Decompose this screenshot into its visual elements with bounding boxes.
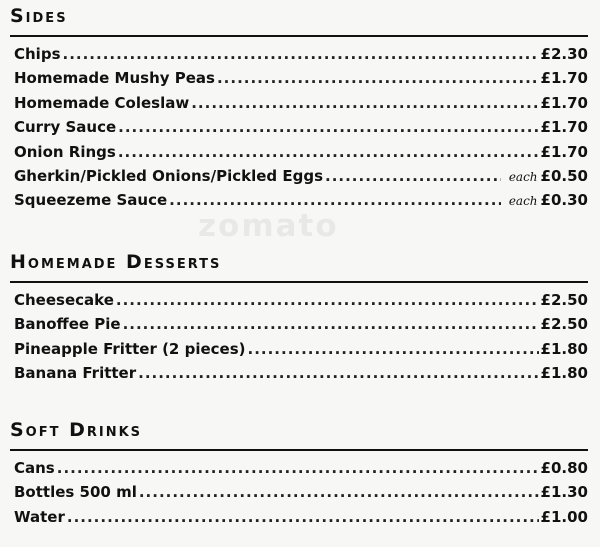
item-price: £1.80 <box>540 364 588 383</box>
dot-leader <box>118 143 539 161</box>
item-name: Pineapple Fritter (2 pieces) <box>14 339 246 358</box>
item-price: £2.50 <box>540 291 588 309</box>
dot-leader <box>139 483 539 501</box>
menu-item <box>14 483 588 507</box>
item-name: Banoffee Pie <box>14 315 121 334</box>
menu-item <box>14 364 588 388</box>
menu-item <box>14 45 588 69</box>
dot-leader <box>67 508 539 526</box>
dot-leader <box>138 364 538 382</box>
item-price: £1.00 <box>540 507 588 526</box>
menu-item <box>14 94 588 118</box>
menu-item <box>14 340 588 364</box>
item-name: Gherkin/Pickled Onions/Pickled Eggs <box>14 166 324 185</box>
dot-leader <box>191 94 538 112</box>
item-list <box>10 459 588 532</box>
item-name: Homemade Coleslaw <box>14 93 190 112</box>
section-title: Sides <box>10 5 68 27</box>
dot-leader <box>248 340 539 358</box>
dot-leader <box>57 459 539 477</box>
menu-item <box>14 191 588 215</box>
dot-leader <box>123 315 539 333</box>
item-name: Chips <box>14 45 61 63</box>
item-name: Squeezeme Sauce <box>14 191 168 210</box>
item-list <box>10 291 588 389</box>
dot-leader <box>118 118 538 136</box>
dot-leader <box>217 69 539 87</box>
item-price: £1.70 <box>540 142 588 161</box>
item-name: Onion Rings <box>14 142 116 161</box>
section-sides <box>10 4 588 216</box>
item-qualifier: each <box>508 169 538 184</box>
item-name: Cans <box>14 459 55 477</box>
dot-leader <box>169 191 501 209</box>
item-name: Bottles 500 ml <box>14 483 137 502</box>
watermark-text: zomato <box>198 208 339 244</box>
menu-item <box>14 459 588 483</box>
menu-item <box>14 291 588 315</box>
item-price: £1.70 <box>540 69 588 88</box>
item-name: Cheesecake <box>14 291 114 309</box>
item-price: £0.30 <box>540 191 588 210</box>
item-name: Water <box>14 507 65 526</box>
dot-leader <box>325 167 501 185</box>
menu-item <box>14 143 588 167</box>
item-price: £0.80 <box>540 459 588 477</box>
section-soft-drinks <box>10 418 588 532</box>
dot-leader <box>63 45 539 63</box>
section-title: Soft Drinks <box>10 419 143 441</box>
item-price: £1.30 <box>540 483 588 502</box>
item-price: £0.50 <box>540 166 588 185</box>
section-divider <box>10 281 588 283</box>
item-name: Curry Sauce <box>14 118 117 137</box>
section-divider <box>10 449 588 451</box>
item-price: £1.80 <box>540 339 588 358</box>
menu-item <box>14 69 588 93</box>
section-homemade-desserts <box>10 250 588 389</box>
item-price: £2.50 <box>540 315 588 334</box>
item-name: Homemade Mushy Peas <box>14 69 215 88</box>
menu-item <box>14 315 588 339</box>
section-title: Homemade Desserts <box>10 251 222 273</box>
item-price: £2.30 <box>540 45 588 63</box>
menu-item <box>14 508 588 532</box>
item-price: £1.70 <box>540 93 588 112</box>
menu-item <box>14 167 588 191</box>
item-price: £1.70 <box>540 118 588 137</box>
menu-item <box>14 118 588 142</box>
item-qualifier: each <box>508 194 538 209</box>
item-name: Banana Fritter <box>14 364 137 383</box>
dot-leader <box>116 291 539 309</box>
section-divider <box>10 35 588 37</box>
item-list <box>10 45 588 216</box>
